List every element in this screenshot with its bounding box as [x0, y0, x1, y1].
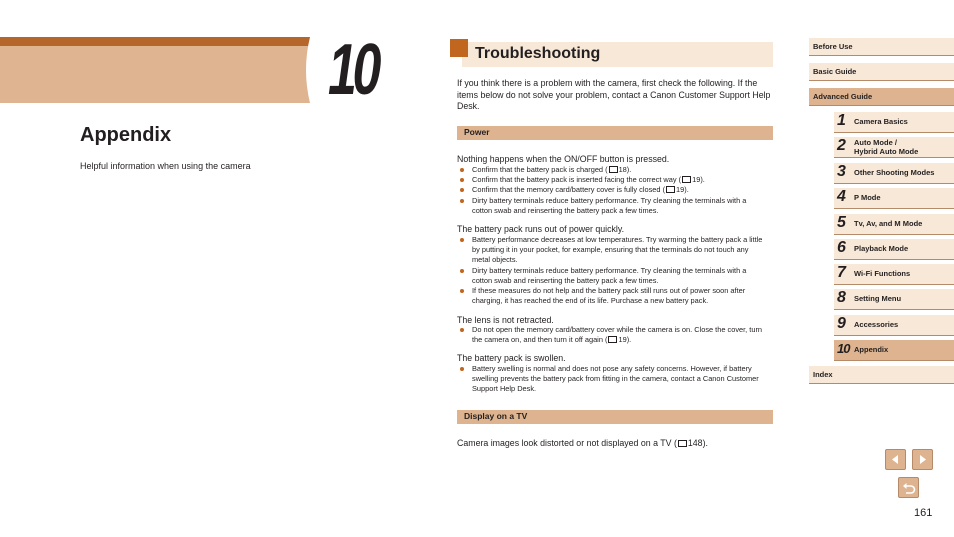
prev-page-button[interactable]	[885, 449, 906, 470]
next-page-button[interactable]	[912, 449, 933, 470]
list-item: Battery swelling is normal and does not pose any safety concerns. However, if battery swelling prevents the battery pack from fitting in the camera, contact a Canon Customer Support Help Desk.	[457, 364, 767, 395]
question-tv-display: Camera images look distorted or not displayed on a TV ( 148).	[457, 438, 708, 448]
nav-chapter-2[interactable]: 2 Auto Mode / Hybrid Auto Mode	[834, 137, 954, 158]
nav-chapter-3[interactable]: 3 Other Shooting Modes	[834, 163, 954, 184]
banner-curve	[300, 37, 322, 103]
section-title: Troubleshooting	[475, 45, 601, 62]
page-link[interactable]: 19	[676, 185, 685, 195]
page-link[interactable]: 148	[687, 438, 703, 448]
book-icon	[608, 336, 617, 343]
question-lens-not-retracted: The lens is not retracted.	[457, 315, 554, 325]
nav-chapter-7[interactable]: 7 Wi-Fi Functions	[834, 264, 954, 285]
nav-index[interactable]: Index	[809, 366, 954, 384]
list-item: Dirty battery terminals reduce battery performance. Try cleaning the terminals with a cotton swab and reinserting the battery pack a few times.	[457, 196, 767, 216]
page-link[interactable]: 18	[618, 165, 627, 174]
book-icon	[609, 166, 618, 173]
book-icon	[666, 186, 675, 193]
chapter-banner	[0, 46, 310, 103]
battery-runs-out-list	[457, 235, 767, 306]
no-power-list	[457, 165, 767, 216]
book-icon	[678, 440, 687, 447]
chapter-title: Appendix	[80, 124, 172, 146]
nav-chapter-5[interactable]: 5 Tv, Av, and M Mode	[834, 214, 954, 235]
question-no-power: Nothing happens when the ON/OFF button is pressed.	[457, 154, 670, 164]
return-button[interactable]	[898, 477, 919, 498]
tv-heading-bar	[457, 410, 773, 424]
chapter-subtitle: Helpful information when using the camera	[80, 161, 251, 171]
list-item: Dirty battery terminals reduce battery performance. Try cleaning the terminals with a cotton swab and reinserting the battery pack a few times.	[457, 266, 767, 286]
chapter-banner-line	[0, 37, 310, 46]
lens-list	[457, 325, 767, 345]
return-icon	[899, 478, 918, 497]
prev-page-icon	[886, 450, 905, 469]
power-heading-bar	[457, 126, 773, 140]
chapter-number: 10	[328, 30, 378, 110]
section-marker	[450, 39, 468, 57]
nav-chapter-9[interactable]: 9 Accessories	[834, 315, 954, 336]
nav-basic-guide[interactable]: Basic Guide	[809, 63, 954, 81]
nav-chapter-1[interactable]: 1 Camera Basics	[834, 112, 954, 133]
nav-chapter-6[interactable]: 6 Playback Mode	[834, 239, 954, 260]
nav-chapter-4[interactable]: 4 P Mode	[834, 188, 954, 209]
nav-advanced-guide[interactable]: Advanced Guide	[809, 88, 954, 106]
next-page-icon	[913, 450, 932, 469]
page-link[interactable]: 19	[692, 175, 701, 185]
list-item: Confirm that the battery pack is inserted facing the correct way ( 19).	[457, 175, 767, 185]
tv-heading: Display on a TV	[464, 411, 528, 421]
power-heading: Power	[464, 127, 490, 137]
nav-before-use[interactable]: Before Use	[809, 38, 954, 56]
section-intro: If you think there is a problem with the camera, first check the following. If the items below do not solve your problem, contact a Canon Customer Support Help Desk.	[457, 78, 771, 112]
swollen-list	[457, 364, 767, 395]
list-item: Confirm that the memory card/battery cover is fully closed ( 19).	[457, 185, 767, 195]
list-item: Battery performance decreases at low temperatures. Try warming the battery pack a little by putting it in your pocket, for example, ensuring that the terminals do not touch any metal objects.	[457, 235, 767, 266]
list-item: Do not open the memory card/battery cover while the camera is on. Close the cover, turn the camera on, and then turn it off again ( 19).	[457, 325, 767, 345]
book-icon	[682, 176, 691, 183]
page-link[interactable]: 19	[618, 335, 627, 345]
question-battery-swollen: The battery pack is swollen.	[457, 353, 566, 363]
list-item: If these measures do not help and the battery pack still runs out of power soon after charging, it has reached the end of its life. Purchase a new battery pack.	[457, 286, 767, 306]
nav-chapter-8[interactable]: 8 Setting Menu	[834, 289, 954, 310]
page-number: 161	[914, 507, 933, 519]
question-battery-runs-out: The battery pack runs out of power quickly.	[457, 224, 625, 234]
nav-chapter-10[interactable]: 10 Appendix	[834, 340, 954, 361]
list-item: Confirm that the battery pack is charged ( 18).	[457, 165, 767, 175]
